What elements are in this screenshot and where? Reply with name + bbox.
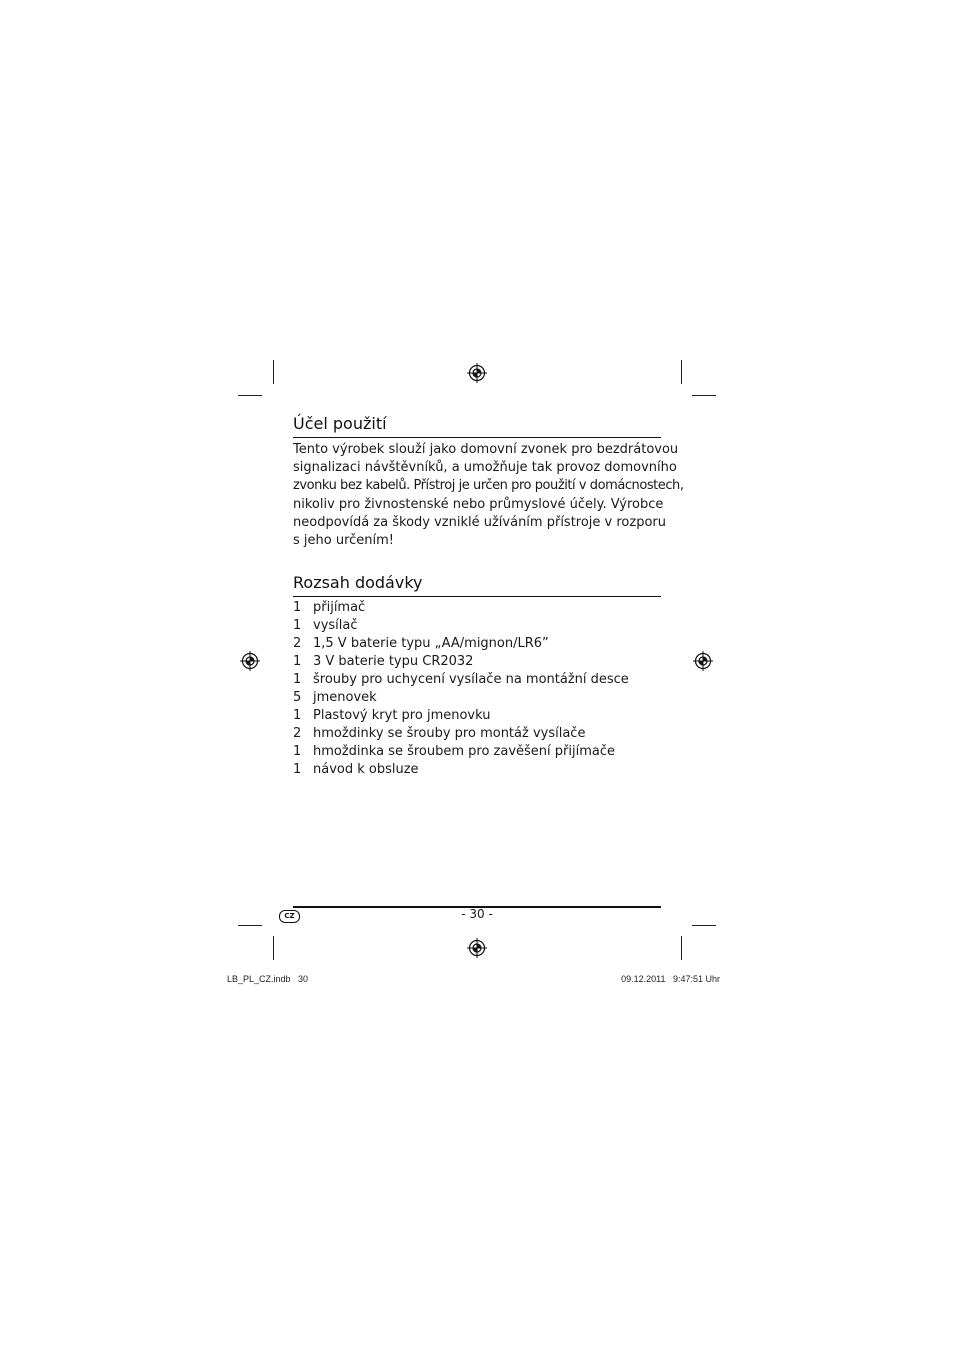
item-quantity: 5 xyxy=(293,690,302,705)
crop-mark-bottom-left-vertical xyxy=(273,936,274,960)
section-title-purpose: Účel použití xyxy=(293,414,387,433)
item-text: 3 V baterie typu CR2032 xyxy=(313,654,474,669)
paragraph-line: neodpovídá za škody vzniklé užíváním přístroje v rozporu xyxy=(293,514,667,530)
list-item xyxy=(293,707,673,725)
item-quantity: 1 xyxy=(293,618,302,633)
list-item xyxy=(293,761,673,779)
list-item xyxy=(293,599,673,617)
crop-mark-top-right-horizontal xyxy=(692,395,716,396)
item-text: šrouby pro uchycení vysílače na montážní desce xyxy=(313,672,629,687)
language-badge-cz: CZ xyxy=(279,910,300,923)
item-quantity: 1 xyxy=(293,672,302,687)
page-number: - 30 - xyxy=(461,907,493,921)
item-quantity: 1 xyxy=(293,744,302,759)
list-item xyxy=(293,743,673,761)
crop-mark-top-right-vertical xyxy=(681,360,682,384)
item-quantity: 2 xyxy=(293,636,302,651)
purpose-paragraph xyxy=(293,441,684,550)
print-slug-timestamp: 09.12.2011 9:47:51 Uhr xyxy=(621,974,720,984)
item-quantity: 1 xyxy=(293,600,302,615)
item-text: 1,5 V baterie typu „AA/mignon/LR6” xyxy=(313,636,549,651)
paragraph-line: signalizaci návštěvníků, a umožňuje tak provoz domovního xyxy=(293,460,677,476)
item-quantity: 1 xyxy=(293,708,302,723)
paragraph-line: nikoliv pro živnostenské nebo průmyslové účely. Výrobce xyxy=(293,496,664,512)
item-text: hmoždinka se šroubem pro zavěšení přijímače xyxy=(313,744,615,759)
list-item xyxy=(293,617,673,635)
item-text: jmenovek xyxy=(313,690,377,705)
crop-mark-top-left-vertical xyxy=(273,360,274,384)
item-text: hmoždinky se šrouby pro montáž vysílače xyxy=(313,726,586,741)
registration-mark-icon xyxy=(240,651,260,671)
item-quantity: 1 xyxy=(293,654,302,669)
item-text: návod k obsluze xyxy=(313,762,419,777)
item-quantity: 2 xyxy=(293,726,302,741)
paragraph-line: Tento výrobek slouží jako domovní zvonek pro bezdrátovou xyxy=(293,442,679,457)
crop-mark-bottom-right-horizontal xyxy=(692,925,716,926)
crop-mark-bottom-left-horizontal xyxy=(238,925,262,926)
section-divider xyxy=(293,437,661,438)
list-item xyxy=(293,653,673,671)
section-title-delivery-scope: Rozsah dodávky xyxy=(293,573,423,592)
print-slug-file: LB_PL_CZ.indb 30 xyxy=(227,974,309,984)
crop-mark-bottom-right-vertical xyxy=(681,936,682,960)
crop-mark-top-left-horizontal xyxy=(238,395,262,396)
registration-mark-icon xyxy=(467,938,487,958)
list-item xyxy=(293,689,673,707)
item-text: Plastový kryt pro jmenovku xyxy=(313,708,491,723)
paragraph-line: s jeho určením! xyxy=(293,533,395,549)
item-quantity: 1 xyxy=(293,762,302,777)
registration-mark-icon xyxy=(693,651,713,671)
delivery-list xyxy=(293,599,673,779)
registration-mark-icon xyxy=(467,363,487,383)
section-divider xyxy=(293,596,661,597)
paragraph-line: zvonku bez kabelů. Přístroj je určen pro použití v domácnostech, xyxy=(293,478,684,494)
item-text: přijímač xyxy=(313,600,366,615)
list-item xyxy=(293,671,673,689)
list-item xyxy=(293,725,673,743)
item-text: vysílač xyxy=(313,618,358,633)
list-item xyxy=(293,635,673,653)
